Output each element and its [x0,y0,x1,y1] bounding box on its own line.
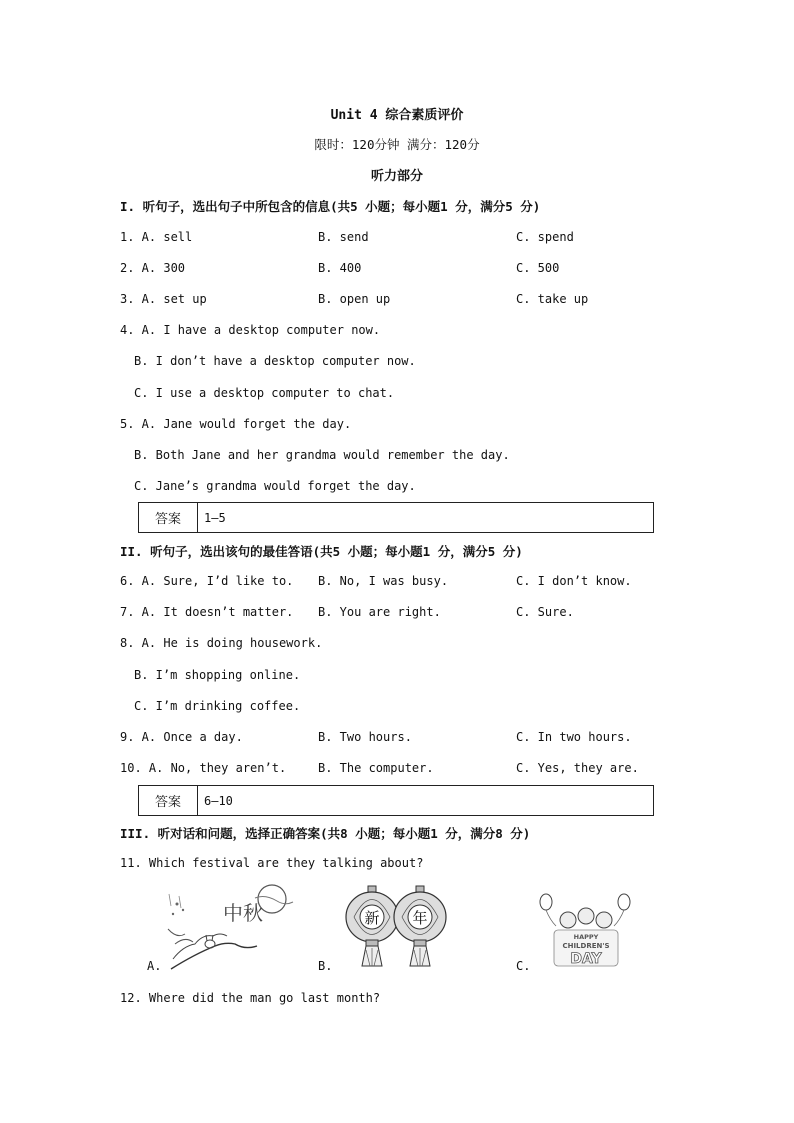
childrens-day-text-2: CHILDREN'S [562,942,610,950]
q6-option-c: C. I don’t know. [516,574,632,588]
q8-option-c: C. I’m drinking coffee. [134,699,301,713]
q10-option-b: B. The computer. [318,761,434,775]
q6-option-a: 6. A. Sure, I’d like to. [120,574,294,588]
answer-label: 答案 [139,786,198,815]
q2-option-a: 2. A. 300 [120,261,186,275]
section2-heading: II. 听句子，选出该句的最佳答语(共5 小题；每小题1 分，满分5 分) [120,544,523,559]
section3-heading: III. 听对话和问题，选择正确答案(共8 小题；每小题1 分，满分8 分) [120,826,531,841]
q8-option-b: B. I’m shopping online. [134,668,301,682]
q2-option-b: B. 400 [318,261,362,275]
q7-option-a: 7. A. It doesn’t matter. [120,605,294,619]
q2-option-c: C. 500 [516,261,560,275]
q11-option-c-label: C. [516,959,531,973]
q4-option-a: 4. A. I have a desktop computer now. [120,323,381,337]
childrens-day-text-3: DAY [570,951,602,967]
q5-option-c: C. Jane’s grandma would forget the day. [134,479,416,493]
answer-range: 6—10 [204,793,233,808]
q7-option-c: C. Sure. [516,605,574,619]
q10-option-a: 10. A. No, they aren’t. [120,761,287,775]
part-heading: 听力部分 [370,169,423,184]
q3-option-a: 3. A. set up [120,292,207,306]
q1-option-b: B. send [318,230,369,244]
q6-option-b: B. No, I was busy. [318,574,449,588]
q12-question: 12. Where did the man go last month? [120,991,381,1005]
lanterns-picture [340,884,452,972]
mid-autumn-picture [165,884,315,972]
lantern-right-text: 年 [412,909,428,927]
q1-option-c: C. spend [516,230,574,244]
q9-option-a: 9. A. Once a day. [120,730,243,744]
answer-label: 答案 [139,503,198,532]
q9-option-b: B. Two hours. [318,730,412,744]
q7-option-b: B. You are right. [318,605,441,619]
q1-option-a: 1. A. sell [120,230,193,244]
q10-option-c: C. Yes, they are. [516,761,639,775]
lantern-left-text: 新 [364,909,380,927]
childrens-day-text-1: HAPPY [573,933,599,941]
q4-option-c: C. I use a desktop computer to chat. [134,386,395,400]
q5-option-b: B. Both Jane and her grandma would remember the day. [134,448,510,462]
time-info: 限时：120分钟 满分：120分 [314,137,480,152]
q11-question: 11. Which festival are they talking about? [120,856,424,870]
q4-option-b: B. I don’t have a desktop computer now. [134,354,416,368]
q3-option-b: B. open up [318,292,391,306]
q5-option-a: 5. A. Jane would forget the day. [120,417,352,431]
q11-option-a-label: A. [147,959,162,973]
page-title: Unit 4 综合素质评价 [330,108,464,123]
answer-range: 1—5 [204,510,226,525]
childrens-day-picture [538,890,634,970]
q11-option-b-label: B. [318,959,333,973]
q3-option-c: C. take up [516,292,589,306]
mid-autumn-text-1: 中秋 [223,901,263,925]
q9-option-c: C. In two hours. [516,730,632,744]
answer-box-1 [138,502,654,533]
section1-heading: I. 听句子，选出句子中所包含的信息(共5 小题；每小题1 分，满分5 分) [120,199,541,214]
q8-option-a: 8. A. He is doing housework. [120,636,323,650]
answer-box-2 [138,785,654,816]
